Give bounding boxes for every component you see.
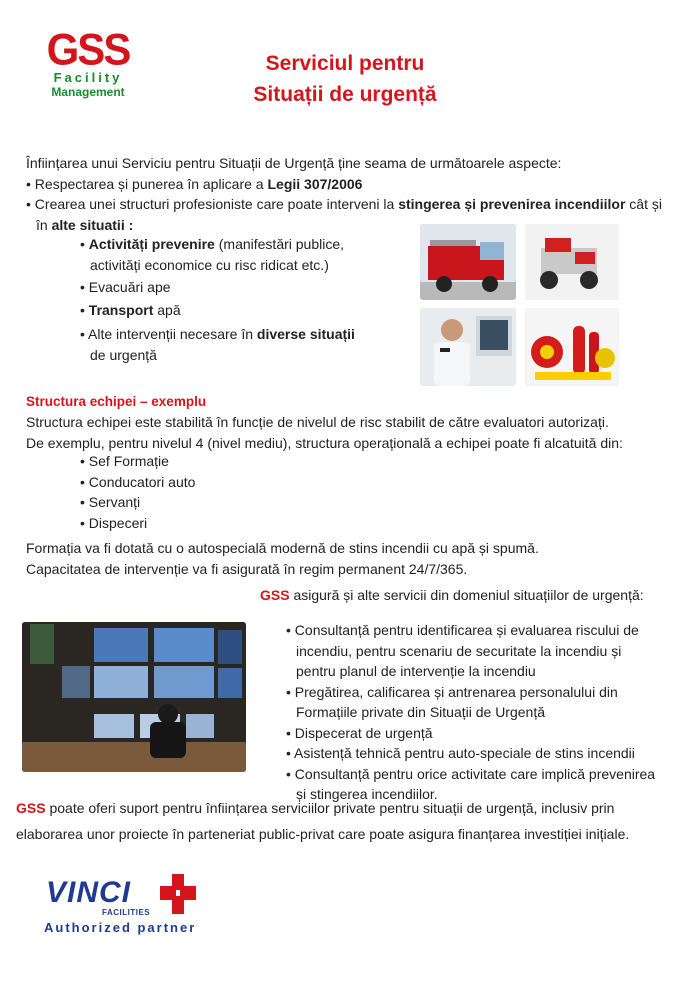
formation-line1: Formația va fi dotată cu o autospecială modernă de stins incendii cu apă și spumă. <box>26 540 539 556</box>
dispatcher-icon <box>420 308 516 386</box>
service-line: • Pregătirea, calificarea și antrenarea personalului din <box>286 683 618 700</box>
activity-evacuation-text: Evacuări ape <box>88 279 171 295</box>
bullet-structure-prefix: • Crearea unei structuri profesioniste care poate interveni la <box>26 196 399 212</box>
service-line: Formațiile private din Situații de Urgență <box>296 704 546 720</box>
activity-prevention-cont: activități economice cu risc ridicat etc.) <box>90 256 329 273</box>
authorized-partner: Authorized partner <box>44 920 197 935</box>
formation-line2: Capacitatea de intervenție va fi asigurată în regim permanent 24/7/365. <box>26 560 468 577</box>
service-item <box>286 743 696 764</box>
closing-line1-text: poate oferi suport pentru înființarea serviciilor private pentru situații de urgență, inclusiv prin <box>45 800 615 816</box>
bullet-structure-mid: cât și <box>625 196 662 212</box>
service-item <box>286 682 696 723</box>
page-title <box>200 48 490 110</box>
vinci-brand: VINCI <box>46 876 132 909</box>
bullet-structure-line2-prefix: în <box>36 216 52 233</box>
vinci-facilities: FACILITIES <box>102 908 151 917</box>
structure-heading: Structura echipei – exemplu <box>26 394 207 409</box>
team-item-label: Dispeceri <box>88 514 148 531</box>
bullet-law <box>26 174 676 195</box>
services-brand: GSS <box>260 587 290 603</box>
bullet-structure-bold: stingerea și prevenirea incendiilor <box>398 196 626 212</box>
team-list <box>80 451 380 533</box>
structure-line2: De exemplu, pentru nivelul 4 (nivel mediu), structura operațională a echipei poate fi alcatuită din: <box>26 434 623 451</box>
dispatcher-photo <box>420 308 516 386</box>
activity-prevention-bold: Activități prevenire <box>88 236 215 252</box>
gss-logo <box>38 24 138 99</box>
team-item: • Conducatori auto <box>80 473 196 490</box>
bullet-law-prefix: • Respectarea și punerea în aplicare a <box>26 175 268 192</box>
activity-other-cont: de urgență <box>90 346 157 363</box>
control-room-photo <box>22 622 246 772</box>
activity-evacuation: • Evacuări ape <box>80 279 171 295</box>
service-line: • Dispecerat de urgență <box>286 724 433 741</box>
activity-transport-bold: Transport <box>88 301 154 318</box>
activity-transport-text: apă <box>153 301 181 318</box>
team-item-label: Conducatori auto <box>88 473 196 490</box>
activity-other-prefix: Alte intervenții necesare în <box>88 326 257 342</box>
closing-paragraph <box>16 795 696 847</box>
service-item <box>286 620 696 682</box>
services-heading <box>260 585 680 606</box>
page-title-line1: Serviciul pentru <box>265 52 425 75</box>
activity-other-bold: diverse situații <box>256 326 355 342</box>
formation-paragraph <box>26 538 686 579</box>
services-list <box>286 620 696 805</box>
service-line: pentru planul de intervenție la incendiu <box>296 663 536 679</box>
activity-prevention: • Activități prevenire (manifestări publice, <box>80 236 345 252</box>
team-item: • Sef Formație <box>80 453 169 469</box>
structure-section <box>26 392 686 453</box>
bullet-structure-line2-bold: alte situatii : <box>51 216 134 233</box>
services-heading-text: asigură și alte servicii din domeniul situațiilor de urgență: <box>289 587 644 603</box>
fire-equipment-photo <box>525 308 619 386</box>
fire-truck-icon <box>420 224 516 300</box>
gss-logo-management: Management <box>51 85 125 99</box>
gss-logo-facility: Facility <box>53 70 123 85</box>
intro-text: Înființarea unui Serviciu pentru Situații de Urgență ține seama de următoarele aspecte: <box>26 155 562 171</box>
fire-extinguisher-icon <box>525 308 619 386</box>
service-item <box>286 723 696 744</box>
team-item-label: Servanți <box>88 494 141 510</box>
structure-line1: Structura echipei este stabilită în funcție de nivelul de risc stabilit de către evaluatori autorizați. <box>26 414 609 430</box>
page-title-line2: Situații de urgență <box>253 83 437 106</box>
activity-prevention-text: (manifestări publice, <box>214 236 345 252</box>
vinci-cross-icon <box>158 872 198 916</box>
bullet-structure <box>26 194 676 215</box>
service-line: incendiu, pentru scenariu de securitate la incendiu și <box>296 642 622 659</box>
service-line: și stingerea incendiilor. <box>296 786 438 802</box>
team-item: • Servanți <box>80 494 141 510</box>
vinci-logo <box>46 878 206 938</box>
service-line: • Consultanță pentru identificarea și evaluarea riscului de <box>286 622 639 638</box>
activity-transport: • Transport apă <box>80 301 181 318</box>
team-item-label: Sef Formație <box>88 453 169 469</box>
team-item: • Dispeceri <box>80 514 148 531</box>
intro-block <box>26 153 676 235</box>
activities-list <box>80 234 400 365</box>
gss-logo-text: GSS <box>46 24 130 75</box>
fire-truck-photo <box>420 224 516 300</box>
activity-other: • Alte intervenții necesare în diverse situații <box>80 326 355 342</box>
utility-vehicle-icon <box>525 224 619 300</box>
closing-line2: elaborarea unor proiecte în parteneriat public-privat care poate asigura finanțarea investiției inițiale. <box>16 826 630 842</box>
closing-brand: GSS <box>16 800 46 816</box>
bullet-law-bold: Legii 307/2006 <box>267 175 363 192</box>
closing-line1 <box>16 795 696 821</box>
service-line: • Consultanță pentru orice activitate care implică prevenirea <box>286 765 656 782</box>
control-room-icon <box>22 622 246 772</box>
utility-vehicle-photo <box>525 224 619 300</box>
service-line: • Asistență tehnică pentru auto-speciale de stins incendii <box>286 745 635 761</box>
